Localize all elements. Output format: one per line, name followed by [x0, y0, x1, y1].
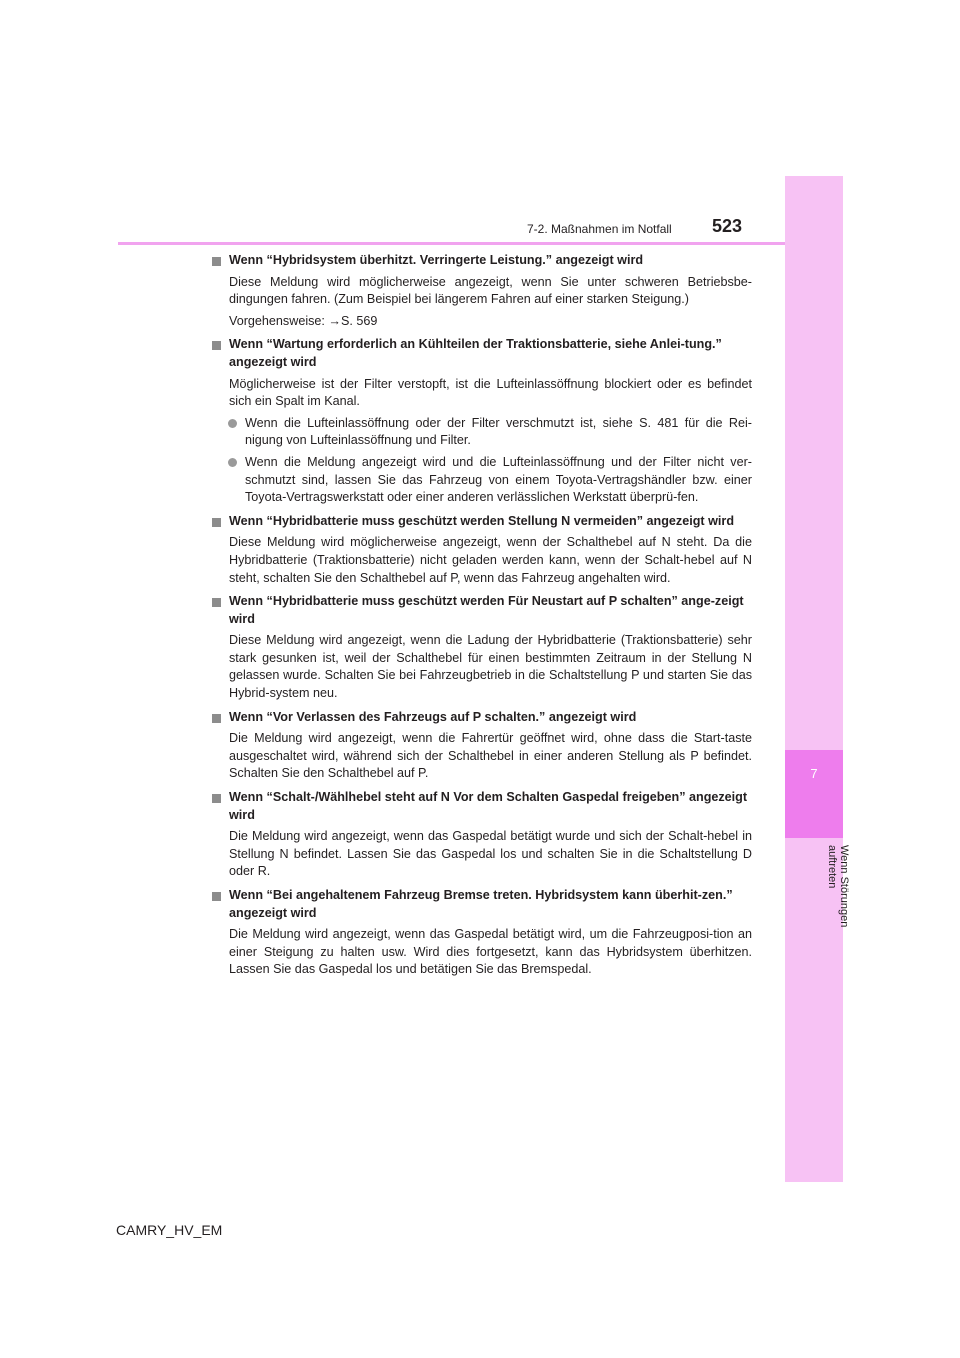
message-item [212, 789, 752, 881]
message-paragraph: Die Meldung wird angezeigt, wenn die Fahrertür geöffnet wird, ohne dass die Start-taste ausgeschaltet wird, während sich der Schalthebel in einer anderen Stellung als P befindet. Schalten Sie den Schalthebel auf P. [229, 731, 752, 781]
bullet-text: Wenn die Lufteinlassöffnung oder der Filter verschmutzt ist, siehe S. 481 für die Rei-nigung von Lufteinlassöffnung und Filter. [245, 415, 752, 448]
square-bullet-icon [212, 794, 221, 803]
message-paragraph: Vorgehensweise: →S. 569 [229, 313, 378, 328]
message-heading-text: Wenn “Vor Verlassen des Fahrzeugs auf P schalten.” angezeigt wird [229, 709, 637, 724]
message-paragraph: Diese Meldung wird möglicherweise angezeigt, wenn der Schalthebel auf N steht. Da die Hybridbatterie (Traktionsbatterie) nicht geladen werden kann, wenn der Schalt-hebel auf N steht, schalten Sie den Schalthebel auf P, wenn das Fahrzeug angehalten wird. [229, 535, 752, 585]
message-heading [212, 593, 752, 628]
message-heading-text: Wenn “Hybridbatterie muss geschützt werden Stellung N vermeiden” angezeigt wird [229, 513, 735, 528]
message-heading [212, 789, 752, 824]
message-item [212, 709, 752, 783]
message-paragraph: Die Meldung wird angezeigt, wenn das Gaspedal betätigt wurde und sich der Schalt-hebel in Stellung N befindet. Lassen Sie das Gaspedal los und schalten Sie in die Schaltstellung D oder R. [229, 829, 752, 879]
chapter-side-tab [785, 176, 843, 1182]
message-item [212, 887, 752, 979]
message-item [212, 336, 752, 506]
message-paragraph: Möglicherweise ist der Filter verstopft, ist die Lufteinlassöffnung blockiert oder es befindet sich ein Spalt im Kanal. [229, 376, 752, 409]
bullet-text: Wenn die Meldung angezeigt wird und die Lufteinlassöffnung und der Filter nicht ver-schmutzt sind, lassen Sie das Fahrzeug von einem Toyota-Vertragshändler bzw. einer Toyota-Vertragswerkstatt oder einer anderen verlässlichen Werkstatt überprü-fen. [245, 454, 752, 505]
message-item [212, 513, 752, 587]
message-item [212, 252, 752, 330]
message-paragraph: Diese Meldung wird angezeigt, wenn die Ladung der Hybridbatterie (Traktionsbatterie) sehr stark gesunken ist, weil der Schalthebel für einen bestimmten Zeitraum in der Stellung N gelassen wurde. Schalten Sie bei Fahrzeugbetrieb in die Schaltstellung P und starten Sie das Hybrid-system neu. [229, 633, 752, 701]
message-heading-text: Wenn “Hybridsystem überhitzt. Verringerte Leistung.” angezeigt wird [229, 253, 644, 267]
square-bullet-icon [212, 598, 221, 607]
message-heading [212, 252, 752, 270]
message-paragraph: Diese Meldung wird möglicherweise angezeigt, wenn Sie unter schweren Betriebsbe-dingungen fahren. (Zum Beispiel bei längerem Fahren auf einer starken Steigung.) [229, 274, 752, 307]
bullet-item [212, 454, 752, 507]
message-heading-text: Wenn “Hybridbatterie muss geschützt werden Für Neustart auf P schalten” ange-zeigt wird [229, 594, 744, 626]
message-heading [212, 336, 752, 371]
round-bullet-icon [228, 419, 237, 428]
message-heading-text: Wenn “Bei angehaltenem Fahrzeug Bremse treten. Hybridsystem kann überhit-zen.” angezeigt wird [229, 888, 733, 920]
message-heading [212, 709, 752, 727]
square-bullet-icon [212, 518, 221, 527]
message-heading-text: Wenn “Schalt-/Wählhebel steht auf N Vor dem Schalten Gaspedal freigeben” angezeigt wird [229, 790, 748, 822]
page-content [212, 252, 752, 985]
message-item [212, 593, 752, 703]
header-rule [118, 242, 785, 245]
chapter-number-tab [785, 750, 843, 838]
chapter-title: Wenn Störungen auftreten [826, 845, 850, 928]
section-title: 7-2. Maßnahmen im Notfall [527, 222, 672, 236]
model-code: CAMRY_HV_EM [116, 1222, 223, 1238]
message-heading-text: Wenn “Wartung erforderlich an Kühlteilen der Traktionsbatterie, siehe Anlei-tung.” angezeigt wird [229, 337, 722, 369]
square-bullet-icon [212, 892, 221, 901]
square-bullet-icon [212, 341, 221, 350]
chapter-number: 7 [810, 766, 818, 781]
message-heading [212, 887, 752, 922]
message-paragraph: Die Meldung wird angezeigt, wenn das Gaspedal betätigt wird, um die Fahrzeugposi-tion an einer Steigung zu halten usw. Wird dies fortgesetzt, kann das Hybridsystem überhitzen. Lassen Sie das Gaspedal los und betätigen Sie das Bremspedal. [229, 927, 752, 977]
message-heading [212, 513, 752, 531]
square-bullet-icon [212, 714, 221, 723]
bullet-item [212, 415, 752, 450]
square-bullet-icon [212, 257, 221, 266]
round-bullet-icon [228, 458, 237, 467]
page-number: 523 [712, 216, 743, 236]
